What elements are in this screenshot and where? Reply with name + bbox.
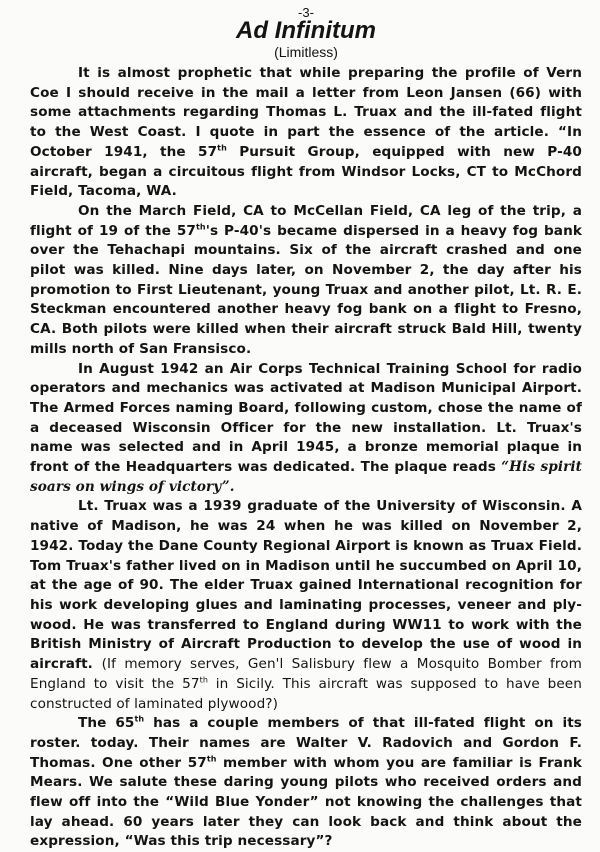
document-page [30, 0, 582, 852]
paragraph-3: In August 1942 an Air Corps Technical Training School for radio operators and mechanics was activated at Madison Municipal Airport. The Armed Forces naming Board, following custom, chose the name of a deceased Wisconsin Officer for the new installation. Lt. Truax's name was selected and in April 1945, a bronze memorial plaque in front of the Headquarters was dedicated. The plaque reads “His spirit soars on wings of victory”. [30, 360, 582, 495]
page-number: -3- [298, 5, 314, 20]
page-title: Ad Infinitum [236, 17, 376, 44]
plaque-quote: “His spirit soars on wings of victory”. [30, 459, 582, 495]
paragraph-5: The 65th has a couple members of that ill-fated flight on its roster. today. Their names are Walter V. Radovich and Gordon F. Thomas. One other 57th member with whom you are familiar is Frank Mears. We salute these daring young pilots who received orders and flew off into the “Wild Blue Yonder” not knowing the challenges that lay ahead. 60 years later they can look back and think about the expression, “Was this trip necessary”? [30, 714, 583, 850]
paragraph-2: On the March Field, CA to McCellan Field, CA leg of the trip, a flight of 19 of the 57th's P-40's became dispersed in a heavy fog bank over the Tehachapi mountains. Six of the aircraft crashed and one pilot was killed. Nine days later, on November 2, the day after his promotion to First Lieutenant, young Truax and another pilot, Lt. R. E. Steckman encountered another heavy fog bank on a flight to Fresno, CA. Both pilots were killed when their aircraft struck Bald Hill, twenty mills north of San Fransisco. [30, 202, 582, 357]
page-subtitle: (Limitless) [274, 44, 338, 60]
parenthetical-note: (If memory serves, Gen'l Salisbury flew a Mosquito Bomber from England to visit the 57th in Sicily. This aircraft was supposed to have been constructed of laminated plywood?) [30, 656, 583, 712]
paragraph-4: Lt. Truax was a 1939 graduate of the University of Wisconsin. A native of Madison, he was 24 when he was killed on November 2, 1942. Today the Dane County Regional Airport is known as Truax Field. Tom Truax's father lived on in Madison until he succumbed on April 10, at the age of 90. The elder Truax gained International recognition for his work developing glues and laminating processes, veneer and ply-wood. He was transferred to England during WW11 to work with the British Ministry of Aircraft Production to develop the use of wood in aircraft. (If memory serves, Gen'l Salisbury flew a Mosquito Bomber from England to visit the 57th in Sicily. This aircraft was supposed to have been constructed of laminated plywood?) [30, 498, 583, 712]
paragraph-1: It is almost prophetic that while preparing the profile of Vern Coe I should receive in the mail a letter from Leon Jansen (66) with some attachments regarding Thomas L. Truax and the ill-fated flight to the West Coast. I quote in part the essence of the article. “In October 1941, the 57th Pursuit Group, equipped with new P-40 aircraft, began a circuitous flight from Windsor Locks, CT to McChord Field, Tacoma, WA. [30, 65, 582, 200]
